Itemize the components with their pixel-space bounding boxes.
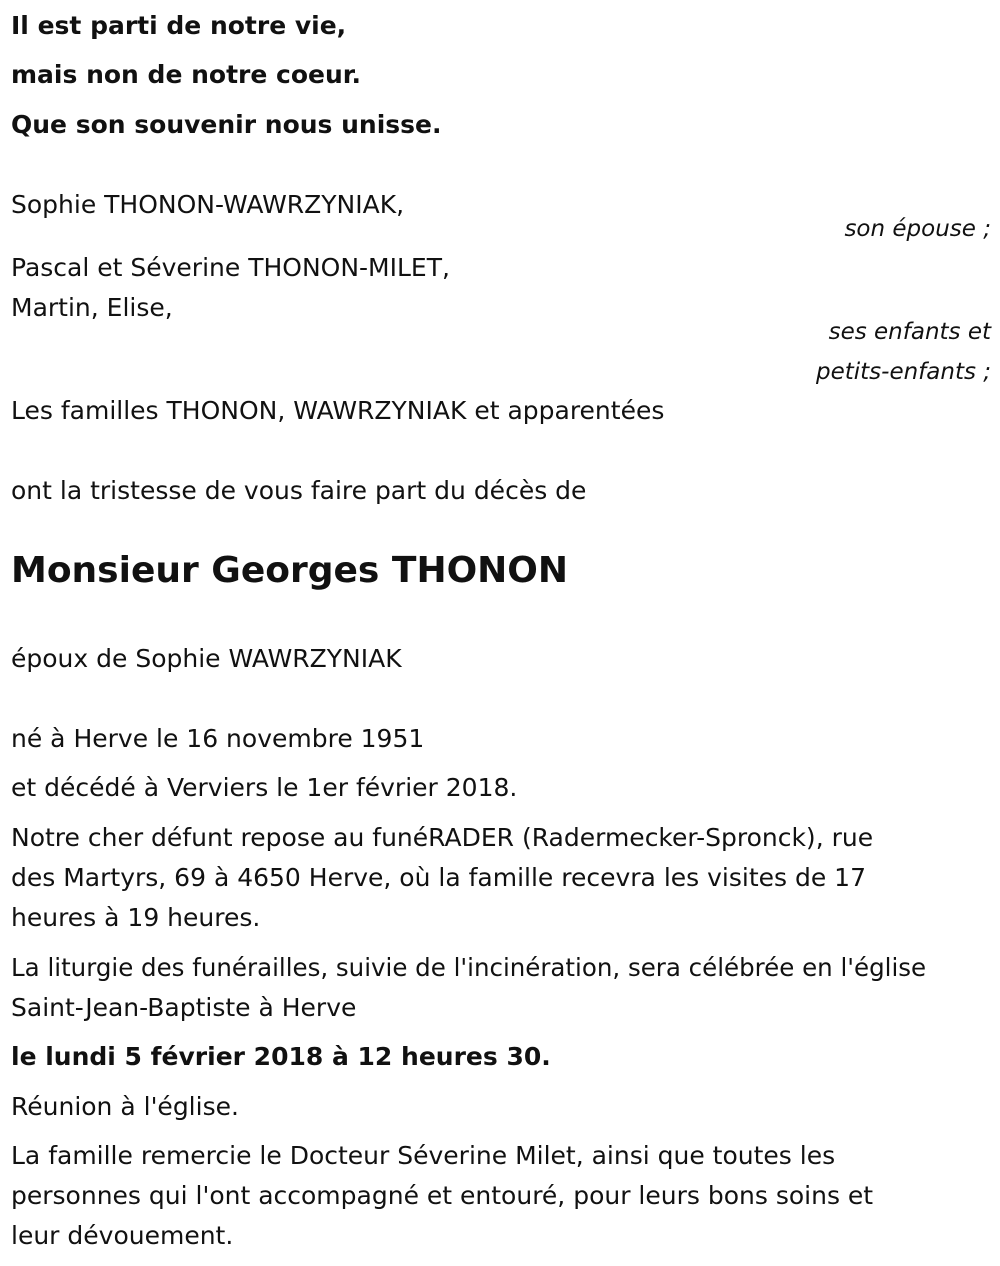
thanks-line-2: personnes qui l'ont accompagné et entouré, pour leurs bons soins et (11, 1181, 874, 1210)
spouse-name: Sophie THONON-WAWRZYNIAK, (11, 190, 405, 219)
thanks-line-3: leur dévouement. (11, 1221, 234, 1250)
epigraph-line-3: Que son souvenir nous unisse. (11, 110, 442, 139)
children-role-line-1: ses enfants et (828, 319, 991, 345)
viewing-line-3: heures à 19 heures. (11, 903, 261, 932)
announcement: ont la tristesse de vous faire part du décès de (11, 476, 587, 505)
deceased-name: Monsieur Georges THONON (11, 550, 569, 591)
children-line-1: Pascal et Séverine THONON-MILET, (11, 253, 450, 282)
death-info: et décédé à Verviers le 1er février 2018. (11, 773, 518, 802)
children-line-2: Martin, Elise, (11, 293, 173, 322)
viewing-line-1: Notre cher défunt repose au funéRADER (Radermecker-Spronck), rue (11, 823, 874, 852)
liturgy-line-2: Saint-Jean-Baptiste à Herve (11, 993, 357, 1022)
epigraph-line-2: mais non de notre coeur. (11, 60, 362, 89)
viewing-line-2: des Martyrs, 69 à 4650 Herve, où la famille recevra les visites de 17 (11, 863, 866, 892)
liturgy-line-1: La liturgie des funérailles, suivie de l'incinération, sera célébrée en l'église (11, 953, 927, 982)
children-role-line-2: petits-enfants ; (815, 359, 991, 385)
extended-families: Les familles THONON, WAWRZYNIAK et apparentées (11, 396, 665, 425)
epigraph-line-1: Il est parti de notre vie, (11, 11, 347, 40)
deceased-spouse: époux de Sophie WAWRZYNIAK (11, 644, 402, 673)
ceremony-date: le lundi 5 février 2018 à 12 heures 30. (11, 1042, 551, 1071)
reunion-info: Réunion à l'église. (11, 1092, 239, 1121)
spouse-role: son épouse ; (844, 216, 991, 242)
birth-info: né à Herve le 16 novembre 1951 (11, 724, 425, 753)
thanks-line-1: La famille remercie le Docteur Séverine Milet, ainsi que toutes les (11, 1141, 836, 1170)
